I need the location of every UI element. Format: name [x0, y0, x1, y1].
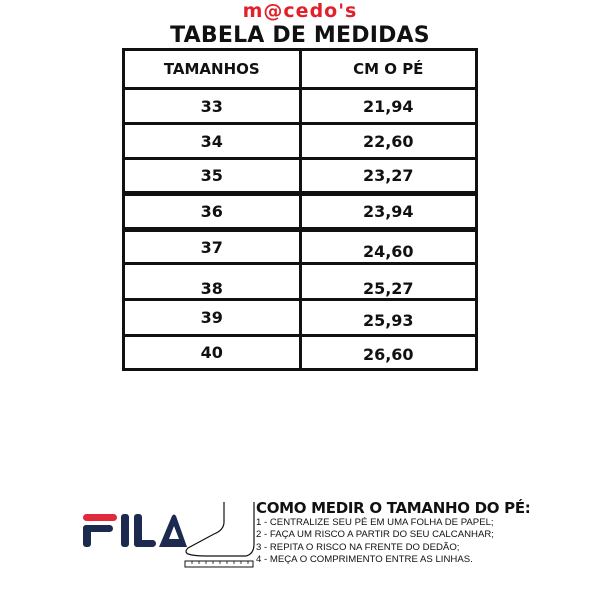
fila-logo	[83, 513, 187, 553]
size-cell: 39	[200, 308, 223, 327]
table-row	[125, 157, 475, 191]
cm-cell: 25,27	[299, 265, 476, 298]
cm-cell: 23,27	[299, 160, 476, 191]
step-2: 2 - FAÇA UM RISCO A PARTIR DO SEU CALCANHAR;	[256, 529, 494, 541]
cm-cell: 22,60	[299, 125, 476, 157]
table-row	[125, 87, 475, 122]
table-row	[125, 227, 475, 262]
table-row	[125, 334, 475, 368]
table-row	[125, 122, 475, 157]
how-to-measure	[256, 500, 576, 567]
cm-cell: 26,60	[299, 337, 476, 368]
size-cell: 34	[200, 131, 223, 151]
size-cell: 36	[200, 202, 223, 221]
table-header-row	[125, 51, 475, 87]
size-cell: 37	[200, 237, 223, 257]
brand-logo: m@cedo's	[242, 0, 358, 22]
size-cell: 35	[200, 166, 223, 185]
column-header-cm: CM O PÉ	[299, 51, 476, 87]
table-row	[125, 191, 475, 227]
size-cell: 38	[200, 279, 223, 298]
foot-measure-icon	[184, 500, 258, 570]
cm-cell: 23,94	[299, 196, 476, 227]
step-1: 1 - CENTRALIZE SEU PÉ EM UMA FOLHA DE PAPEL;	[256, 517, 494, 528]
foot-measure-illustration	[184, 500, 258, 574]
size-cell: 40	[200, 343, 223, 362]
table-row	[125, 298, 475, 334]
cm-cell: 25,93	[299, 301, 476, 334]
how-to-title: COMO MEDIR O TAMANHO DO PÉ:	[256, 499, 531, 517]
size-cell: 33	[200, 96, 223, 116]
cm-cell: 24,60	[299, 232, 476, 262]
cm-cell: 21,94	[299, 90, 476, 122]
step-3: 3 - REPITA O RISCO NA FRENTE DO DEDÃO;	[256, 541, 460, 553]
column-header-size: TAMANHOS	[163, 60, 260, 78]
size-table	[122, 48, 478, 371]
table-row	[125, 262, 475, 298]
fila-logo-icon	[83, 513, 187, 549]
step-4: 4 - MEÇA O COMPRIMENTO ENTRE AS LINHAS.	[256, 554, 473, 566]
page-title: TABELA DE MEDIDAS	[170, 23, 430, 48]
